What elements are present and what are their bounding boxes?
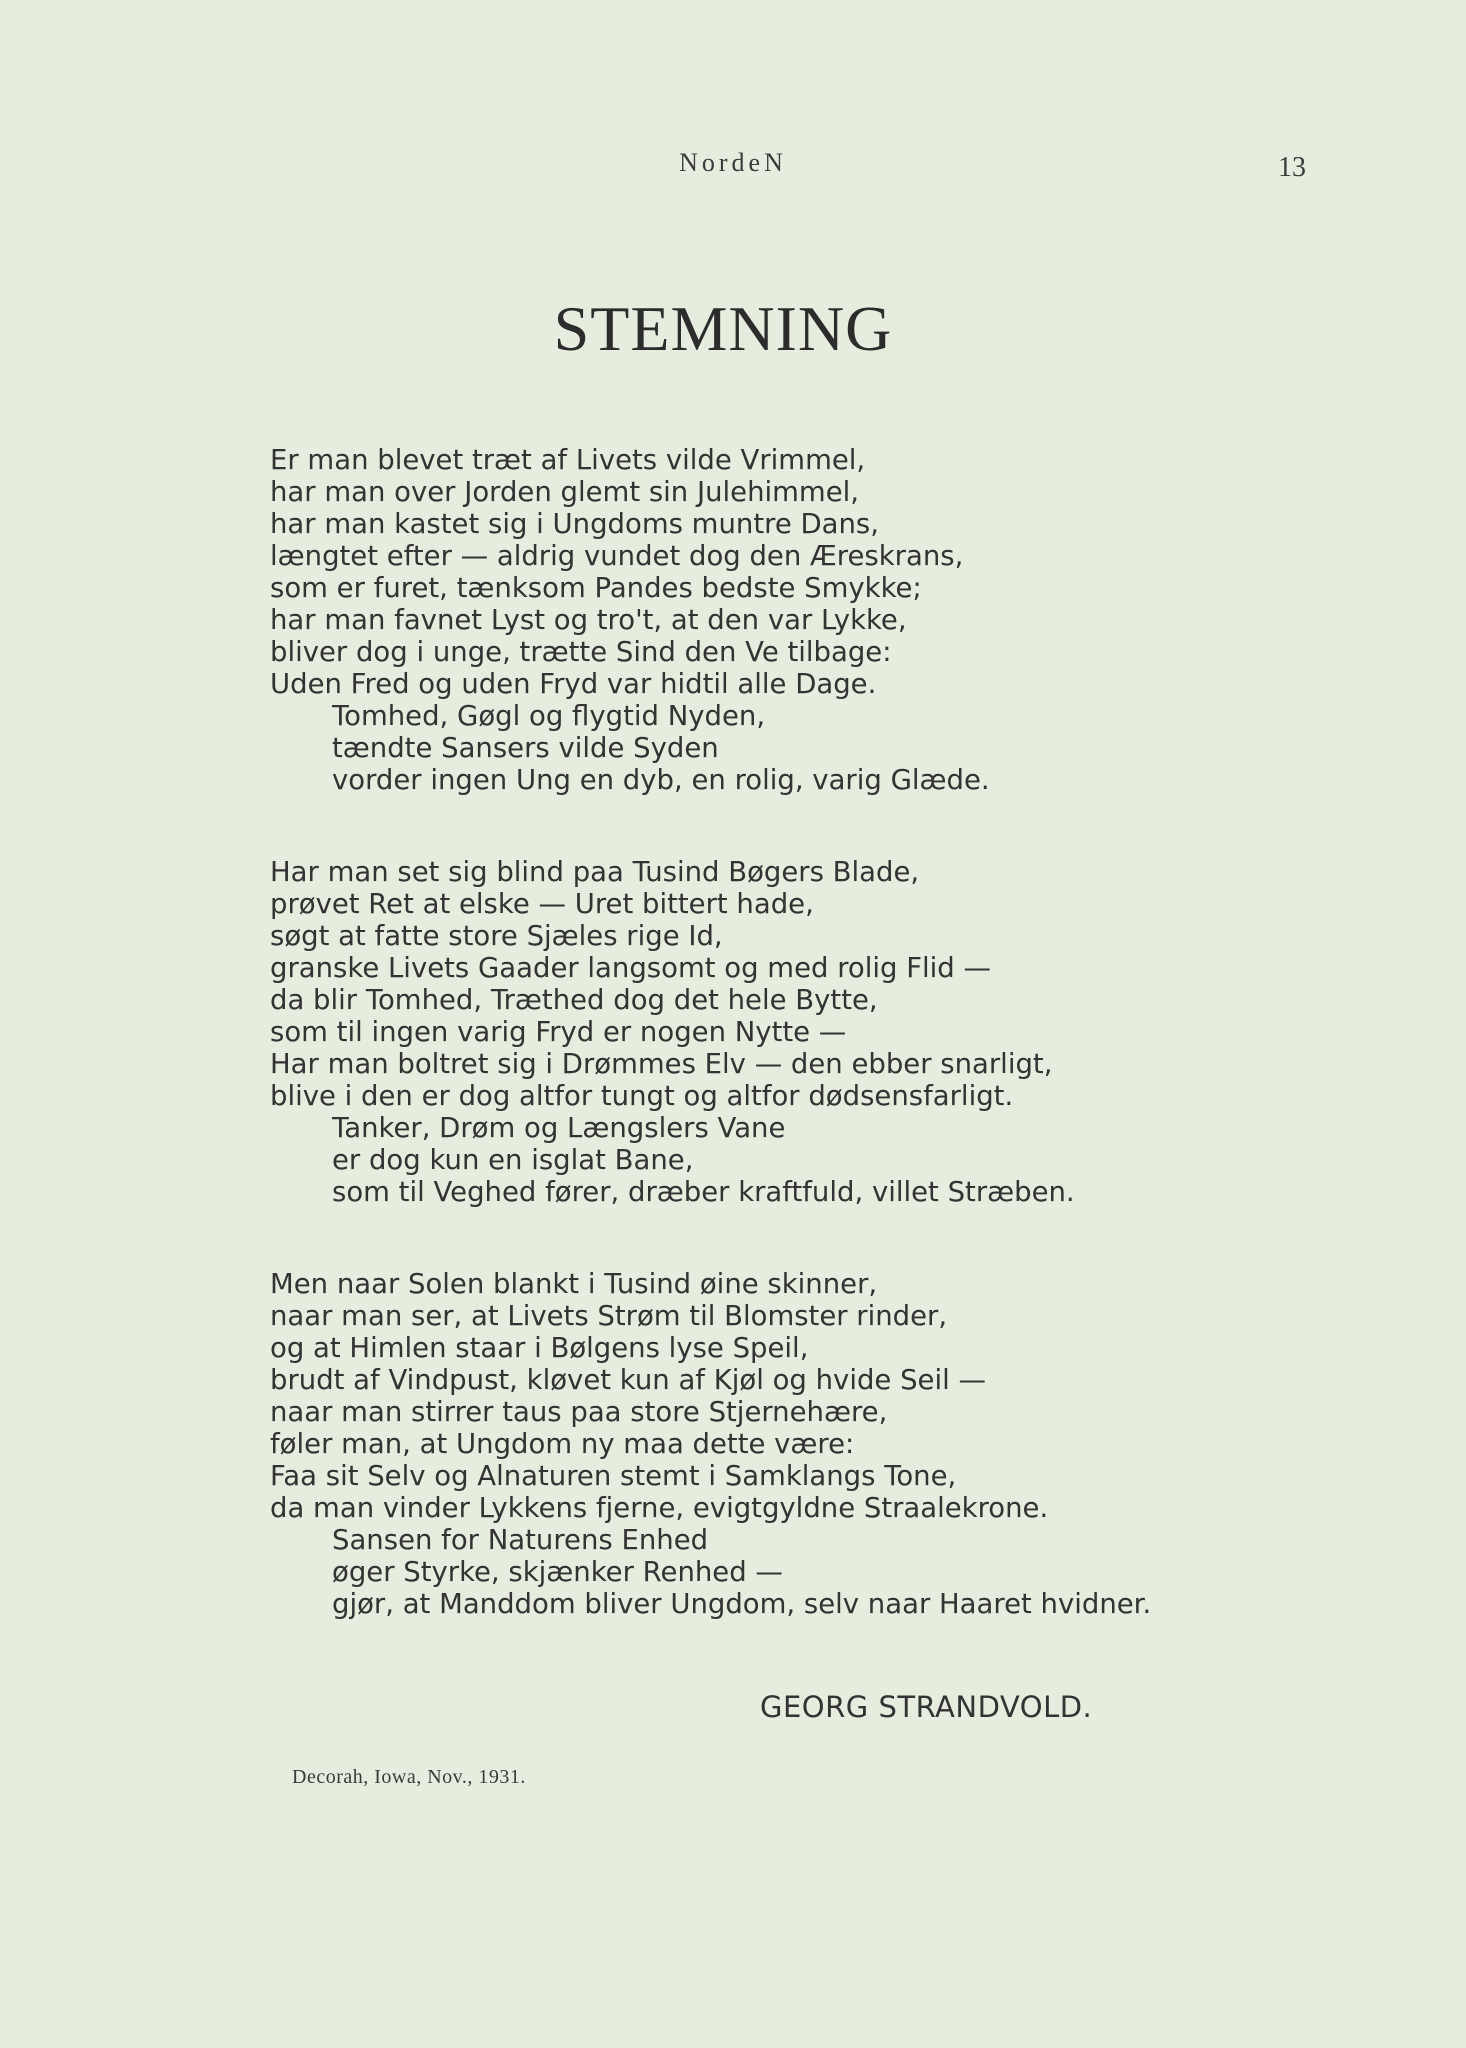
poem-line: prøvet Ret at elske — Uret bittert hade, [270,888,814,920]
poem-line: Er man blevet træt af Livets vilde Vrimmel, [270,444,866,476]
poem-line-indented: Sansen for Naturens Enhed [332,1524,709,1556]
poem-line: da blir Tomhed, Træthed dog det hele Bytte, [270,984,878,1016]
poem-line: Uden Fred og uden Fryd var hidtil alle Dage. [270,668,877,700]
poem-line: naar man stirrer taus paa store Stjernehære, [270,1396,888,1428]
poem-line-indented: vorder ingen Ung en dyb, en rolig, varig Glæde. [332,764,990,796]
poem-line-indented: gjør, at Manddom bliver Ungdom, selv naar Haaret hvidner. [332,1588,1152,1620]
page-number: 13 [1278,152,1306,183]
running-header: NordeN [679,148,787,177]
poem-line: blive i den er dog altfor tungt og altfor dødsensfarligt. [270,1080,1014,1112]
poem-line: Faa sit Selv og Alnaturen stemt i Samklangs Tone, [270,1460,957,1492]
poem-line: søgt at fatte store Sjæles rige Id, [270,920,723,952]
poem-line: har man kastet sig i Ungdoms muntre Dans, [270,508,880,540]
poem-line: naar man ser, at Livets Strøm til Blomster rinder, [270,1300,948,1332]
poem-line: granske Livets Gaader langsomt og med rolig Flid — [270,952,991,984]
poem-line: Har man boltret sig i Drømmes Elv — den ebber snarligt, [270,1048,1053,1080]
poem-line: har man over Jorden glemt sin Julehimmel, [270,476,860,508]
poem-line-indented: tændte Sansers vilde Syden [332,732,719,764]
poem-line: som til ingen varig Fryd er nogen Nytte — [270,1016,847,1048]
poem-line-indented: øger Styrke, skjænker Renhed — [332,1556,783,1588]
poem-line-indented: er dog kun en isglat Bane, [332,1144,694,1176]
stanza-2 [270,856,1420,1208]
poem-line-indented: som til Veghed fører, dræber kraftfuld, villet Stræben. [332,1176,1075,1208]
poem-line: har man favnet Lyst og tro't, at den var Lykke, [270,604,907,636]
poem-line: bliver dog i unge, trætte Sind den Ve tilbage: [270,636,892,668]
poem-line: og at Himlen staar i Bølgens lyse Speil, [270,1332,809,1364]
poem-line-indented: Tomhed, Gøgl og flygtid Nyden, [332,700,766,732]
poem-line: føler man, at Ungdom ny maa dette være: [270,1428,855,1460]
poem-line: Har man set sig blind paa Tusind Bøgers Blade, [270,856,920,888]
poem-title: STEMNING [553,293,893,364]
stanza-3 [270,1268,1420,1620]
poem-line-indented: Tanker, Drøm og Længslers Vane [332,1112,786,1144]
poem-line: længtet efter — aldrig vundet dog den Æreskrans, [270,540,964,572]
poem-line: som er furet, tænksom Pandes bedste Smykke; [270,572,922,604]
stanza-1 [270,444,1420,796]
author-signature: GEORG STRANDVOLD. [760,1690,1093,1724]
poem-line: brudt af Vindpust, kløvet kun af Kjøl og hvide Seil — [270,1364,986,1396]
poem-line: Men naar Solen blankt i Tusind øine skinner, [270,1268,878,1300]
poem-line: da man vinder Lykkens fjerne, evigtgyldne Straalekrone. [270,1492,1049,1524]
dateline: Decorah, Iowa, Nov., 1931. [292,1766,526,1788]
